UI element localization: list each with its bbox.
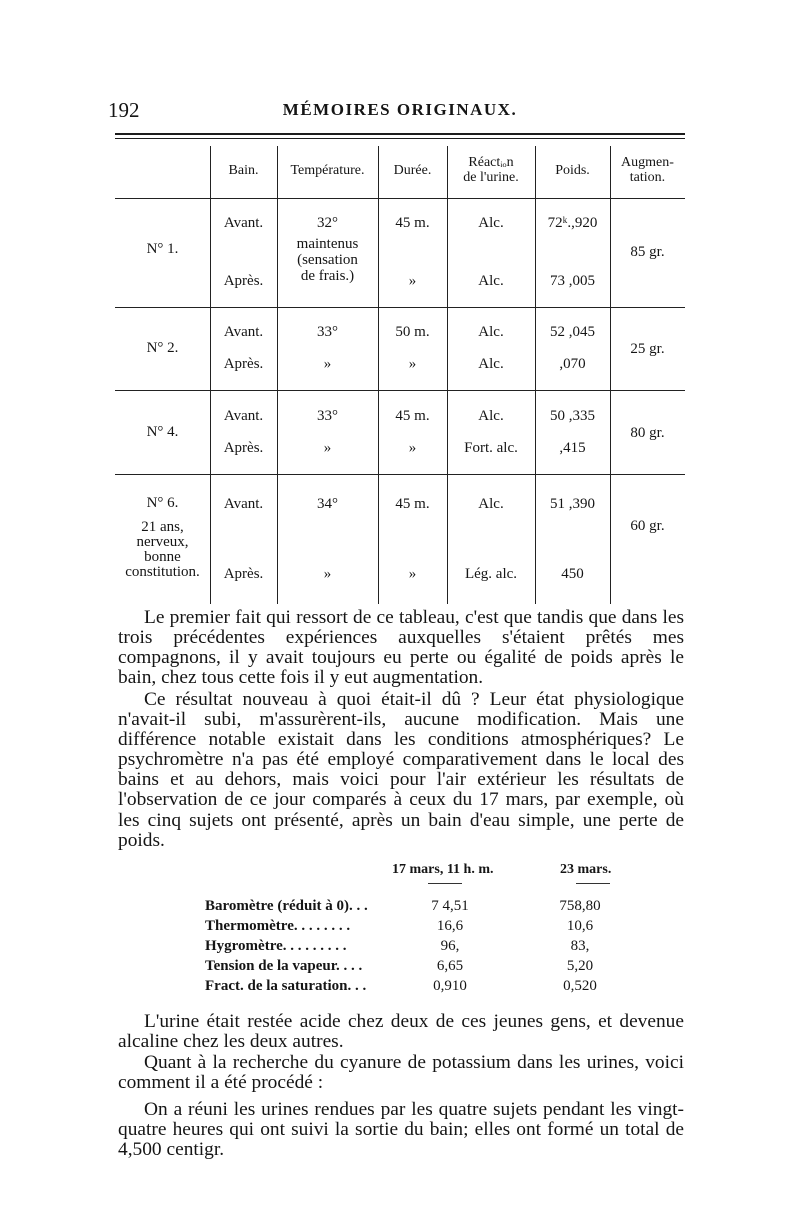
cell-temperature: 32°	[317, 215, 338, 231]
cell-reaction: Lég. alc.	[464, 566, 518, 582]
page-number: 192	[108, 98, 140, 122]
measure-value: 758,80	[559, 898, 601, 914]
measure-value: 83,	[570, 938, 590, 954]
cell-temp-note: de frais.)	[300, 268, 355, 284]
cell-poids: 52 ,045	[550, 324, 595, 340]
paragraph: Quant à la recherche du cyanure de potassium dans les urines, voici comment il a été procédé :	[118, 1052, 684, 1094]
cell-temperature: 34°	[317, 496, 338, 512]
running-title: MÉMOIRES ORIGINAUX.	[282, 100, 518, 119]
paragraph: Ce résultat nouveau à quoi était-il dû ? Leur état physiologique n'avait-il subi, m'assurèrent-ils, aucune modification. Mais une différence notable existait dans les conditions atmosphériques? Le psychromètre n'a pas été employé comparativement dans le local des bains et au dehors, mais voici pour l'air extérieur les résultats de l'observation de ce jour comparés à ceux du 17 mars, par exemple, où les cinq sujets ont présenté, après un bain d'eau simple, une perte de poids.	[118, 689, 684, 851]
cell-augmentation: 25 gr.	[630, 341, 665, 357]
cell-bain: Après.	[223, 273, 264, 289]
measure-value: 6,65	[436, 958, 464, 974]
col-header-poids: Poids.	[555, 163, 590, 178]
paragraph: Le premier fait qui ressort de ce tableau, c'est que tandis que dans les trois précédentes expériences auxquelles s'étaient prêtés mes compagnons, il y avait toujours eu perte ou égalité de poids après le bain, chez tous cette fois il y eut augmentation.	[118, 607, 684, 689]
measure-value: 0,910	[433, 978, 467, 994]
cell-reaction: Alc.	[478, 356, 504, 372]
cell-duree: »	[408, 356, 417, 372]
col-header-reaction-2: de l'urine.	[463, 170, 519, 185]
cell-duree: 45 m.	[395, 496, 430, 512]
col-header-augmentation: Augmen-	[621, 155, 674, 170]
paragraph: L'urine était restée acide chez deux de ces jeunes gens, et devenue alcaline chez les deux autres.	[118, 1011, 684, 1053]
cell-bain: Après.	[223, 356, 264, 372]
measure-value: 96,	[440, 938, 460, 954]
measure-label: Hygromètre. . . . . . . . .	[205, 938, 347, 954]
col-header-reaction: Réactᵢₒn	[468, 155, 514, 170]
col-header-bain: Bain.	[228, 163, 259, 178]
cell-bain: Après.	[223, 566, 264, 582]
cell-temperature: »	[323, 440, 332, 456]
cell-reaction: Alc.	[478, 408, 504, 424]
header-rule-thick	[115, 133, 685, 135]
cell-poids: 51 ,390	[550, 496, 595, 512]
cell-temperature: 33°	[317, 324, 338, 340]
cell-poids: 72ᵏ.,920	[547, 215, 598, 231]
cell-poids: ,415	[559, 440, 586, 456]
cell-reaction: Alc.	[478, 496, 504, 512]
row-label: N° 4.	[146, 424, 179, 440]
cell-temperature: »	[323, 566, 332, 582]
cell-poids: 50 ,335	[550, 408, 595, 424]
cell-poids: ,070	[559, 356, 586, 372]
cell-temp-note: maintenus	[296, 236, 359, 252]
measure-col-header: 23 mars.	[560, 862, 612, 877]
table-vline	[610, 146, 611, 604]
cell-duree: 45 m.	[395, 215, 430, 231]
cell-duree: 45 m.	[395, 408, 430, 424]
table-hline	[115, 390, 685, 391]
cell-poids: 73 ,005	[550, 273, 595, 289]
cell-poids: 450	[561, 566, 584, 582]
row-label: N° 6.	[146, 495, 179, 511]
cell-temp-note: (sensation	[297, 252, 358, 268]
measure-label: Thermomètre. . . . . . . .	[205, 918, 351, 934]
cell-bain: Avant.	[223, 496, 264, 512]
cell-augmentation: 80 gr.	[630, 425, 665, 441]
paragraph: On a réuni les urines rendues par les quatre sujets pendant les vingt-quatre heures qui ont suivi la sortie du bain; elles ont formé un total de 4,500 centigr.	[118, 1099, 684, 1161]
cell-duree: »	[408, 566, 417, 582]
cell-reaction: Alc.	[478, 273, 504, 289]
measure-value: 0,520	[563, 978, 597, 994]
measure-col-header: 17 mars, 11 h. m.	[392, 862, 494, 877]
measure-label: Fract. de la saturation. . .	[205, 978, 367, 994]
cell-temperature: 33°	[317, 408, 338, 424]
row-label: N° 2.	[146, 340, 179, 356]
col-header-augmentation-2: tation.	[629, 170, 666, 185]
cell-bain: Avant.	[223, 408, 264, 424]
cell-bain: Avant.	[223, 324, 264, 340]
cell-reaction: Alc.	[478, 324, 504, 340]
cell-temperature: »	[323, 356, 332, 372]
measure-col-underline	[428, 883, 462, 884]
cell-reaction: Alc.	[478, 215, 504, 231]
col-header-temperature: Température.	[290, 163, 365, 178]
cell-augmentation: 60 gr.	[630, 518, 665, 534]
cell-augmentation: 85 gr.	[630, 244, 665, 260]
row-label-detail: 21 ans,	[141, 519, 184, 535]
cell-bain: Après.	[223, 440, 264, 456]
data-table	[115, 146, 685, 604]
cell-bain: Avant.	[223, 215, 264, 231]
row-label-detail: nerveux,	[136, 534, 189, 550]
measure-col-underline	[576, 883, 610, 884]
measure-value: 5,20	[566, 958, 594, 974]
header-rule-thin	[115, 138, 685, 139]
row-label-detail: bonne	[144, 549, 181, 565]
cell-duree: »	[408, 273, 417, 289]
measure-value: 16,6	[436, 918, 464, 934]
cell-reaction: Fort. alc.	[464, 440, 518, 456]
row-label-detail: constitution.	[125, 564, 200, 580]
table-hline	[115, 198, 685, 199]
row-label: N° 1.	[146, 241, 179, 257]
measure-label: Baromètre (réduit à 0). . .	[205, 898, 368, 914]
measure-label: Tension de la vapeur. . . .	[205, 958, 363, 974]
col-header-duree: Durée.	[393, 163, 432, 178]
cell-duree: »	[408, 440, 417, 456]
measure-value: 10,6	[566, 918, 594, 934]
cell-duree: 50 m.	[395, 324, 430, 340]
table-hline	[115, 307, 685, 308]
measure-value: 7 4,51	[431, 898, 469, 914]
table-hline	[115, 474, 685, 475]
